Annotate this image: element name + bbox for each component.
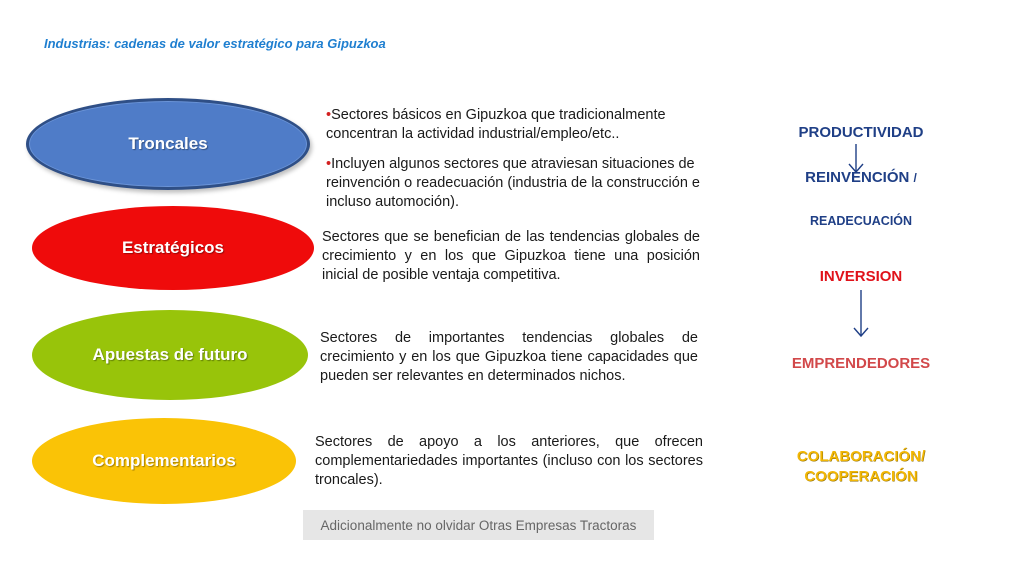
flow-cooperacion: COOPERACIÓN — [804, 468, 918, 485]
ellipse-label-apuestas-de-futuro: Apuestas de futuro — [92, 345, 248, 364]
flow-productividad: PRODUCTIVIDAD — [798, 124, 924, 141]
flow-reinvencion-text: REINVENCIÓN — [805, 169, 910, 186]
estrategicos-description: Sectores que se benefician de las tendencias globales de crecimiento y en los que Gipuzkoa tiene una posición inicial de posible ventaja competitiva. — [322, 229, 700, 283]
flow-inversion: INVERSION — [819, 268, 903, 285]
complementarios-description: Sectores de apoyo a los anteriores, que ofrecen complementariedades importantes (incluso con los sectores troncales). — [315, 434, 703, 488]
bullet-icon: • — [326, 156, 332, 172]
ellipse-estrategicos — [32, 206, 314, 290]
ellipse-label-complementarios: Complementarios — [92, 451, 236, 470]
page-title: Industrias: cadenas de valor estratégico para Gipuzkoa — [44, 36, 386, 51]
apuestas-description: Sectores de importantes tendencias globales de crecimiento y en los que Gipuzkoa tiene capacidades que pueden ser relevantes en determinados nichos. — [320, 330, 698, 384]
flow-reinvencion — [770, 169, 952, 186]
ellipse-apuestas-de-futuro — [32, 310, 308, 400]
ellipse-complementarios — [32, 418, 296, 504]
flow-colaboracion-cooperacion — [760, 447, 962, 487]
ellipse-label-estrategicos: Estratégicos — [121, 238, 225, 257]
bullet-text: Sectores básicos en Gipuzkoa que tradicionalmente concentran la actividad industrial/empleo/etc.. — [326, 107, 666, 142]
troncales-description — [326, 106, 718, 223]
ellipse-troncales — [26, 98, 310, 190]
bullet-text: Incluyen algunos sectores que atraviesan situaciones de reinvención o readecuación (industria de la construcción e incluso automoción). — [326, 156, 700, 210]
bullet-icon: • — [326, 107, 332, 123]
flow-readecuacion: READECUACIÓN — [809, 214, 913, 228]
note-box — [303, 510, 654, 540]
bullet-item — [326, 155, 718, 212]
flow-slash: / — [913, 171, 917, 185]
ellipse-label-troncales: Troncales — [128, 134, 208, 153]
flow-colaboracion: COLABORACIÓN/ — [796, 448, 926, 465]
bullet-item — [326, 106, 718, 144]
arrow-down-icon — [853, 290, 869, 338]
flow-emprendedores: EMPRENDEDORES — [791, 355, 931, 372]
note-text: Adicionalmente no olvidar Otras Empresas Tractoras — [320, 517, 637, 533]
